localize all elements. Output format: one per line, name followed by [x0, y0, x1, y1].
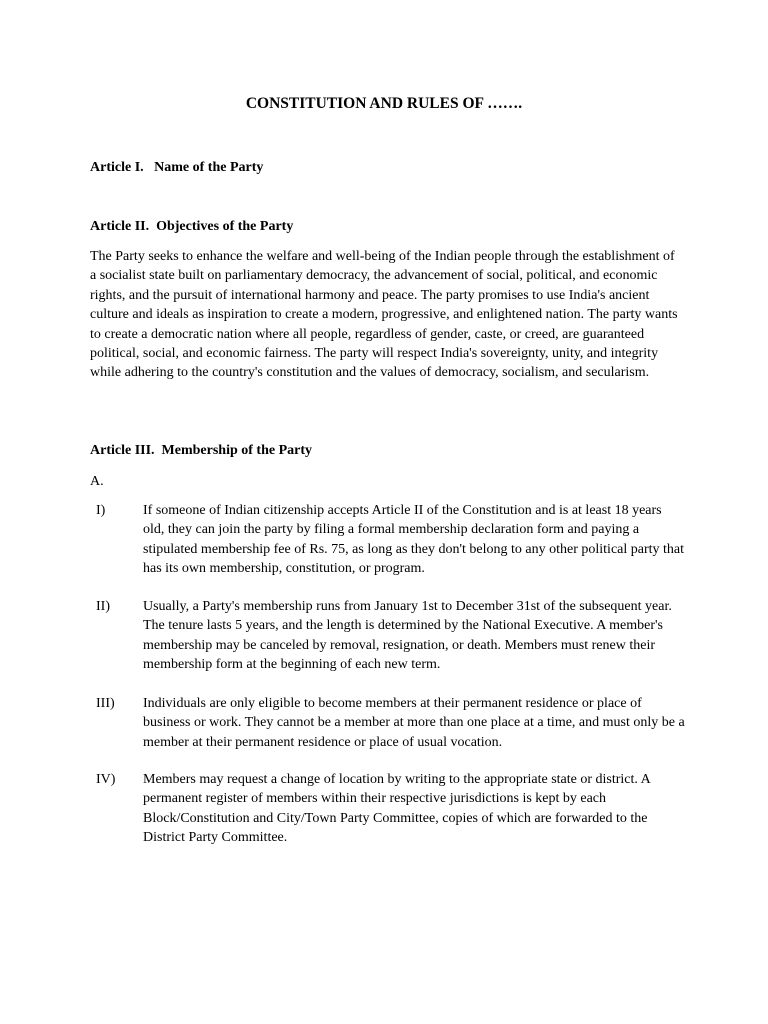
article-2-heading: Article II. Objectives of the Party	[90, 219, 294, 234]
article-3-heading: Article III. Membership of the Party	[90, 443, 313, 458]
item-number: IV)	[96, 772, 116, 787]
section-label-a: A.	[90, 474, 104, 489]
item-number: III)	[96, 696, 115, 711]
item-number: I)	[96, 503, 106, 518]
item-number: II)	[96, 599, 110, 614]
document-title: CONSTITUTION AND RULES OF …….	[245, 95, 523, 112]
item-text: If someone of Indian citizenship accepts Article II of the Constitution and is at least 18 years old, they can join the party by filing a formal membership declaration form and paying a stipulated membership fee of Rs. 75, as long as they don't belong to any other political party that has its own membership, constitution, or program.	[143, 503, 685, 577]
article-1-heading: Article I. Name of the Party	[90, 160, 264, 175]
item-text: Members may request a change of location by writing to the appropriate state or district. A permanent register of members within their respective jurisdictions is kept by each Block/Constitution and City/Town Party Committee, copies of which are forwarded to the District Party Committee.	[143, 772, 650, 846]
item-text: Usually, a Party's membership runs from January 1st to December 31st of the subsequent year. The tenure lasts 5 years, and the length is determined by the National Executive. A member's membership may be canceled by removal, resignation, or death. Members must renew their membership form at the beginning of each new term.	[143, 599, 672, 673]
item-text: Individuals are only eligible to become members at their permanent residence or place of business or work. They cannot be a member at more than one place at a time, and must only be a member at their permanent residence or place of usual vocation.	[143, 696, 685, 750]
article-2-body: The Party seeks to enhance the welfare and well-being of the Indian people through the establishment of a socialist state built on parliamentary democracy, the advancement of social, political, and economic rights, and the pursuit of international harmony and peace. The party promises to use India's ancient culture and ideals as inspiration to create a modern, progressive, and enlightened nation. The party wants to create a democratic nation where all people, regardless of gender, caste, or creed, are guaranteed political, social, and economic fairness. The party will respect India's sovereignty, unity, and integrity while adhering to the country's constitution and the values of democracy, socialism, and secularism.	[90, 249, 678, 381]
